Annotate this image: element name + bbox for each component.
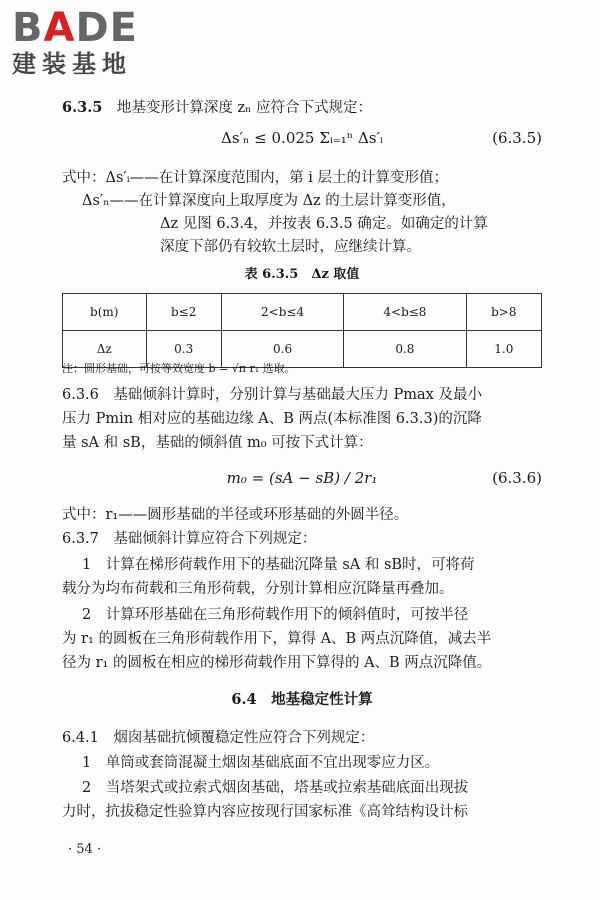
- logo-brand: BADE: [12, 5, 138, 51]
- paragraph-line: 1 计算在梯形荷载作用下的基础沉降量 sA 和 sB时，可将荷: [82, 557, 475, 573]
- where-line: 式中：r₁——圆形基础的半径或环形基础的外圆半径。: [62, 507, 409, 523]
- section-6-3-6-line: 6.3.6 基础倾斜计算时，分别计算与基础最大压力 Pmax 及最小: [62, 387, 482, 403]
- dz-table: [62, 293, 542, 368]
- formula-6-3-5: Δs′ₙ ≤ 0.025 Σᵢ₌₁ⁿ Δs′ᵢ (6.3.5): [220, 129, 542, 147]
- table-cell: 0.3: [146, 331, 221, 368]
- table-cell: 2<b≤4: [221, 294, 343, 331]
- table-cell: Δz: [63, 331, 147, 368]
- section-6-3-5-heading: 6.3.5 地基变形计算深度 zₙ 应符合下式规定：: [62, 99, 373, 116]
- table-cell: 4<b≤8: [344, 294, 466, 331]
- table-cell: b>8: [466, 294, 541, 331]
- paragraph-line: 2 计算环形基础在三角形荷载作用下的倾斜值时，可按半径: [82, 607, 469, 623]
- where-line: Δz 见图 6.3.4，并按表 6.3.5 确定。如确定的计算: [160, 216, 488, 232]
- table-cell: b≤2: [146, 294, 221, 331]
- table-cell: 0.8: [344, 331, 466, 368]
- table-caption: 表 6.3.5 Δz 取值: [244, 267, 360, 282]
- table-cell: 1.0: [466, 331, 541, 368]
- section-6-4-title: 6.4 地基稳定性计算: [231, 691, 373, 708]
- section-6-3-6-line: 量 sA 和 sB，基础的倾斜值 m₀ 可按下式计算：: [62, 435, 373, 451]
- section-6-3-6-line: 压力 Pmin 相对应的基础边缘 A、B 两点(本标准图 6.3.3)的沉降: [62, 411, 482, 427]
- paragraph-line: 力时，抗拔稳定性验算内容应按现行国家标准《高耸结构设计标: [62, 804, 468, 820]
- table-row: [63, 294, 542, 331]
- section-6-4-1-heading: 6.4.1 烟囱基础抗倾覆稳定性应符合下列规定：: [62, 730, 375, 746]
- logo-subtitle: 建装基地: [12, 50, 132, 78]
- where-line: 深度下部仍有较软土层时，应继续计算。: [160, 239, 421, 255]
- formula-6-3-6: m₀ = (sA − sB) / 2r₁ (6.3.6): [226, 469, 542, 487]
- paragraph-line: 2 当塔架式或拉索式烟囱基础，塔基或拉索基础底面出现拔: [82, 780, 469, 796]
- table-cell: 0.6: [221, 331, 343, 368]
- paragraph-line: 载分为均布荷载和三角形荷载，分别计算相应沉降量再叠加。: [62, 581, 454, 597]
- paragraph-line: 1 单筒或套筒混凝土烟囱基础底面不宜出现零应力区。: [82, 755, 440, 771]
- paragraph-line: 径为 r₁ 的圆板在相应的梯形荷载作用下算得的 A、B 两点沉降值。: [62, 655, 492, 671]
- where-line: Δs′ₙ——在计算深度向上取厚度为 Δz 的土层计算变形值，: [82, 193, 456, 209]
- logo: [12, 6, 187, 78]
- paragraph-line: 为 r₁ 的圆板在三角形荷载作用下，算得 A、B 两点沉降值，减去半: [62, 631, 492, 647]
- table-note: 注：圆形基础，可按等效宽度 b = √π r₁ 选取。: [62, 362, 296, 375]
- table-cell: b(m): [63, 294, 147, 331]
- where-line: 式中：Δs′ᵢ——在计算深度范围内，第 i 层土的计算变形值；: [62, 170, 448, 186]
- section-6-3-7-heading: 6.3.7 基础倾斜计算应符合下列规定：: [62, 531, 317, 547]
- page-number: · 54 ·: [68, 842, 102, 857]
